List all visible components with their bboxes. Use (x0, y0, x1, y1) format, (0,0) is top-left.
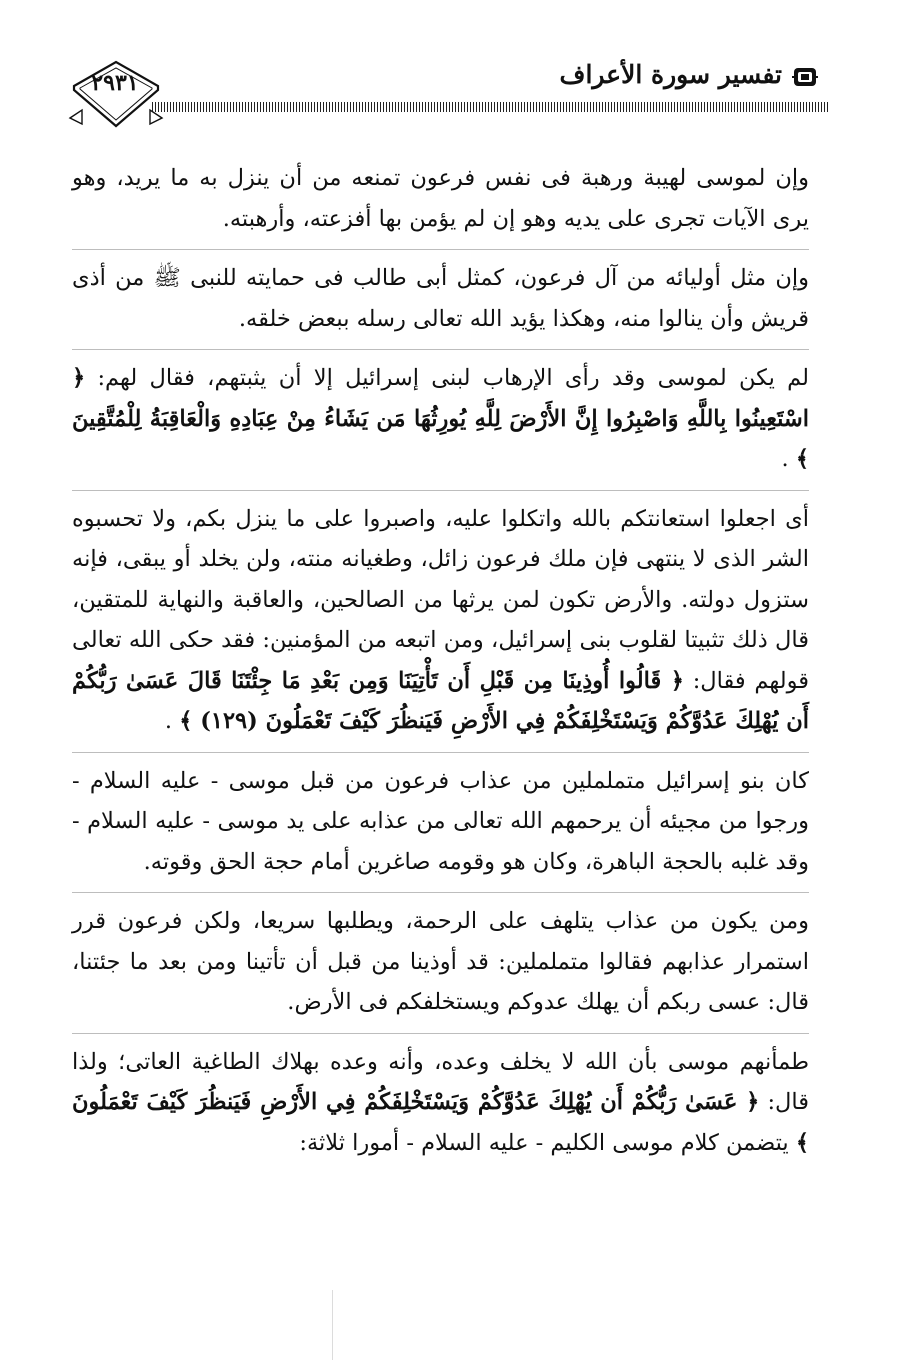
paragraph (72, 358, 809, 480)
paragraph (72, 1042, 809, 1164)
header-rule (152, 102, 828, 112)
paragraph-divider (72, 1033, 809, 1034)
paragraph-text: أى اجعلوا استعانتكم بالله واتكلوا عليه، واصبروا على ما ينزل بكم، ولا تحسبوه الشر الذى لا ينتهى فإن ملك فرعون زائل، وطغيانه منته، ولن يخلد أو يبقى، فإنه ستزول دولته. والأرض تكون لمن يرثها من الصالحين، والعاقبة والنهاية للمتقين، قال ذلك تثبيتا لقلوب بنى إسرائيل، ومن اتبعه من المؤمنين: فقد حكى الله تعالى قولهم فقال: (72, 505, 809, 694)
quran-verse: ﴿ قَالُوا أُوذِينَا مِن قَبْلِ أَن تَأْتِيَنَا وَمِن بَعْدِ مَا جِئْتَنَا قَالَ عَسَىٰ رَبُّكُمْ أَن يُهْلِكَ عَدُوَّكُمْ وَيَسْتَخْلِفَكُمْ فِي الأَرْضِ فَيَنظُرَ كَيْفَ تَعْمَلُونَ (١٢٩) ﴾ (72, 667, 809, 734)
paragraph-text: كان بنو إسرائيل متململين من عذاب فرعون من قبل موسى - عليه السلام - ورجوا من مجيئه أن يرحمهم الله تعالى من عذابه على يد موسى - عليه السلام - وقد غلبه بالحجة الباهرة، وكان هو وقومه صاغرين أمام حجة الحق وقوته. (72, 767, 809, 875)
page-header (68, 52, 828, 138)
paragraph-divider (72, 490, 809, 491)
paragraph-text: يتضمن كلام موسى الكليم - عليه السلام - أمورا ثلاثة: (299, 1129, 789, 1156)
page-number: ٢٩٣١ (91, 70, 139, 96)
body-text (72, 158, 809, 1163)
paragraph-divider (72, 892, 809, 893)
paragraph-text: . (164, 708, 173, 734)
paragraph-text: وإن لموسى لهيبة ورهبة فى نفس فرعون تمنعه من أن ينزل به ما يريد، وهو يرى الآيات تجرى على يديه وهو إن لم يؤمن بها أفزعته، وأرهبته. (72, 165, 809, 232)
paragraph-text: وإن مثل أوليائه من آل فرعون، كمثل أبى طالب فى حمايته للنبى ﷺ من أذى قريش وأن ينالوا منه، وهكذا يؤيد الله تعالى رسله ببعض خلقه. (72, 265, 809, 332)
paragraph-divider (72, 349, 809, 350)
paragraph-divider (72, 752, 809, 753)
running-title: تفسير سورة الأعراف (559, 60, 782, 89)
paragraph (72, 258, 809, 339)
paragraph (72, 901, 809, 1023)
header-ornament-icon (792, 64, 818, 90)
paragraph-text: لم يكن لموسى وقد رأى الإرهاب لبنى إسرائيل إلا أن يثبتهم، فقال لهم: (85, 365, 809, 391)
scan-artifact-line (332, 1290, 333, 1360)
quran-verse: ﴿ اسْتَعِينُوا بِاللَّهِ وَاصْبِرُوا إِنَّ الأَرْضَ لِلَّهِ يُورِثُهَا مَن يَشَاءُ مِنْ عِبَادِهِ وَالْعَاقِبَةُ لِلْمُتَّقِينَ ﴾ (72, 365, 809, 472)
paragraph-text: ومن يكون من عذاب يتلهف على الرحمة، ويطلبها سريعا، ولكن فرعون قرر استمرار عذابهم فقالوا متململين: قد أوذينا من قبل أن تأتينا ومن بعد ما جئتنا، قال: عسى ربكم أن يهلك عدوكم ويستخلفكم فى الأرض. (72, 908, 809, 1015)
paragraph-text: طمأنهم موسى بأن الله لا يخلف وعده، وأنه وعده بهلاك الطاغية العاتى؛ ولذا قال: (72, 1048, 809, 1115)
paragraph (72, 761, 809, 883)
paragraph-divider (72, 249, 809, 250)
paragraph (72, 158, 809, 239)
paragraph (72, 499, 809, 742)
quran-verse: ﴿ عَسَىٰ رَبُّكُمْ أَن يُهْلِكَ عَدُوَّكُمْ وَيَسْتَخْلِفَكُمْ فِي الأَرْضِ فَيَنظُرَ كَيْفَ تَعْمَلُونَ ﴾ (72, 1089, 809, 1156)
paragraph-text: . (781, 446, 789, 472)
